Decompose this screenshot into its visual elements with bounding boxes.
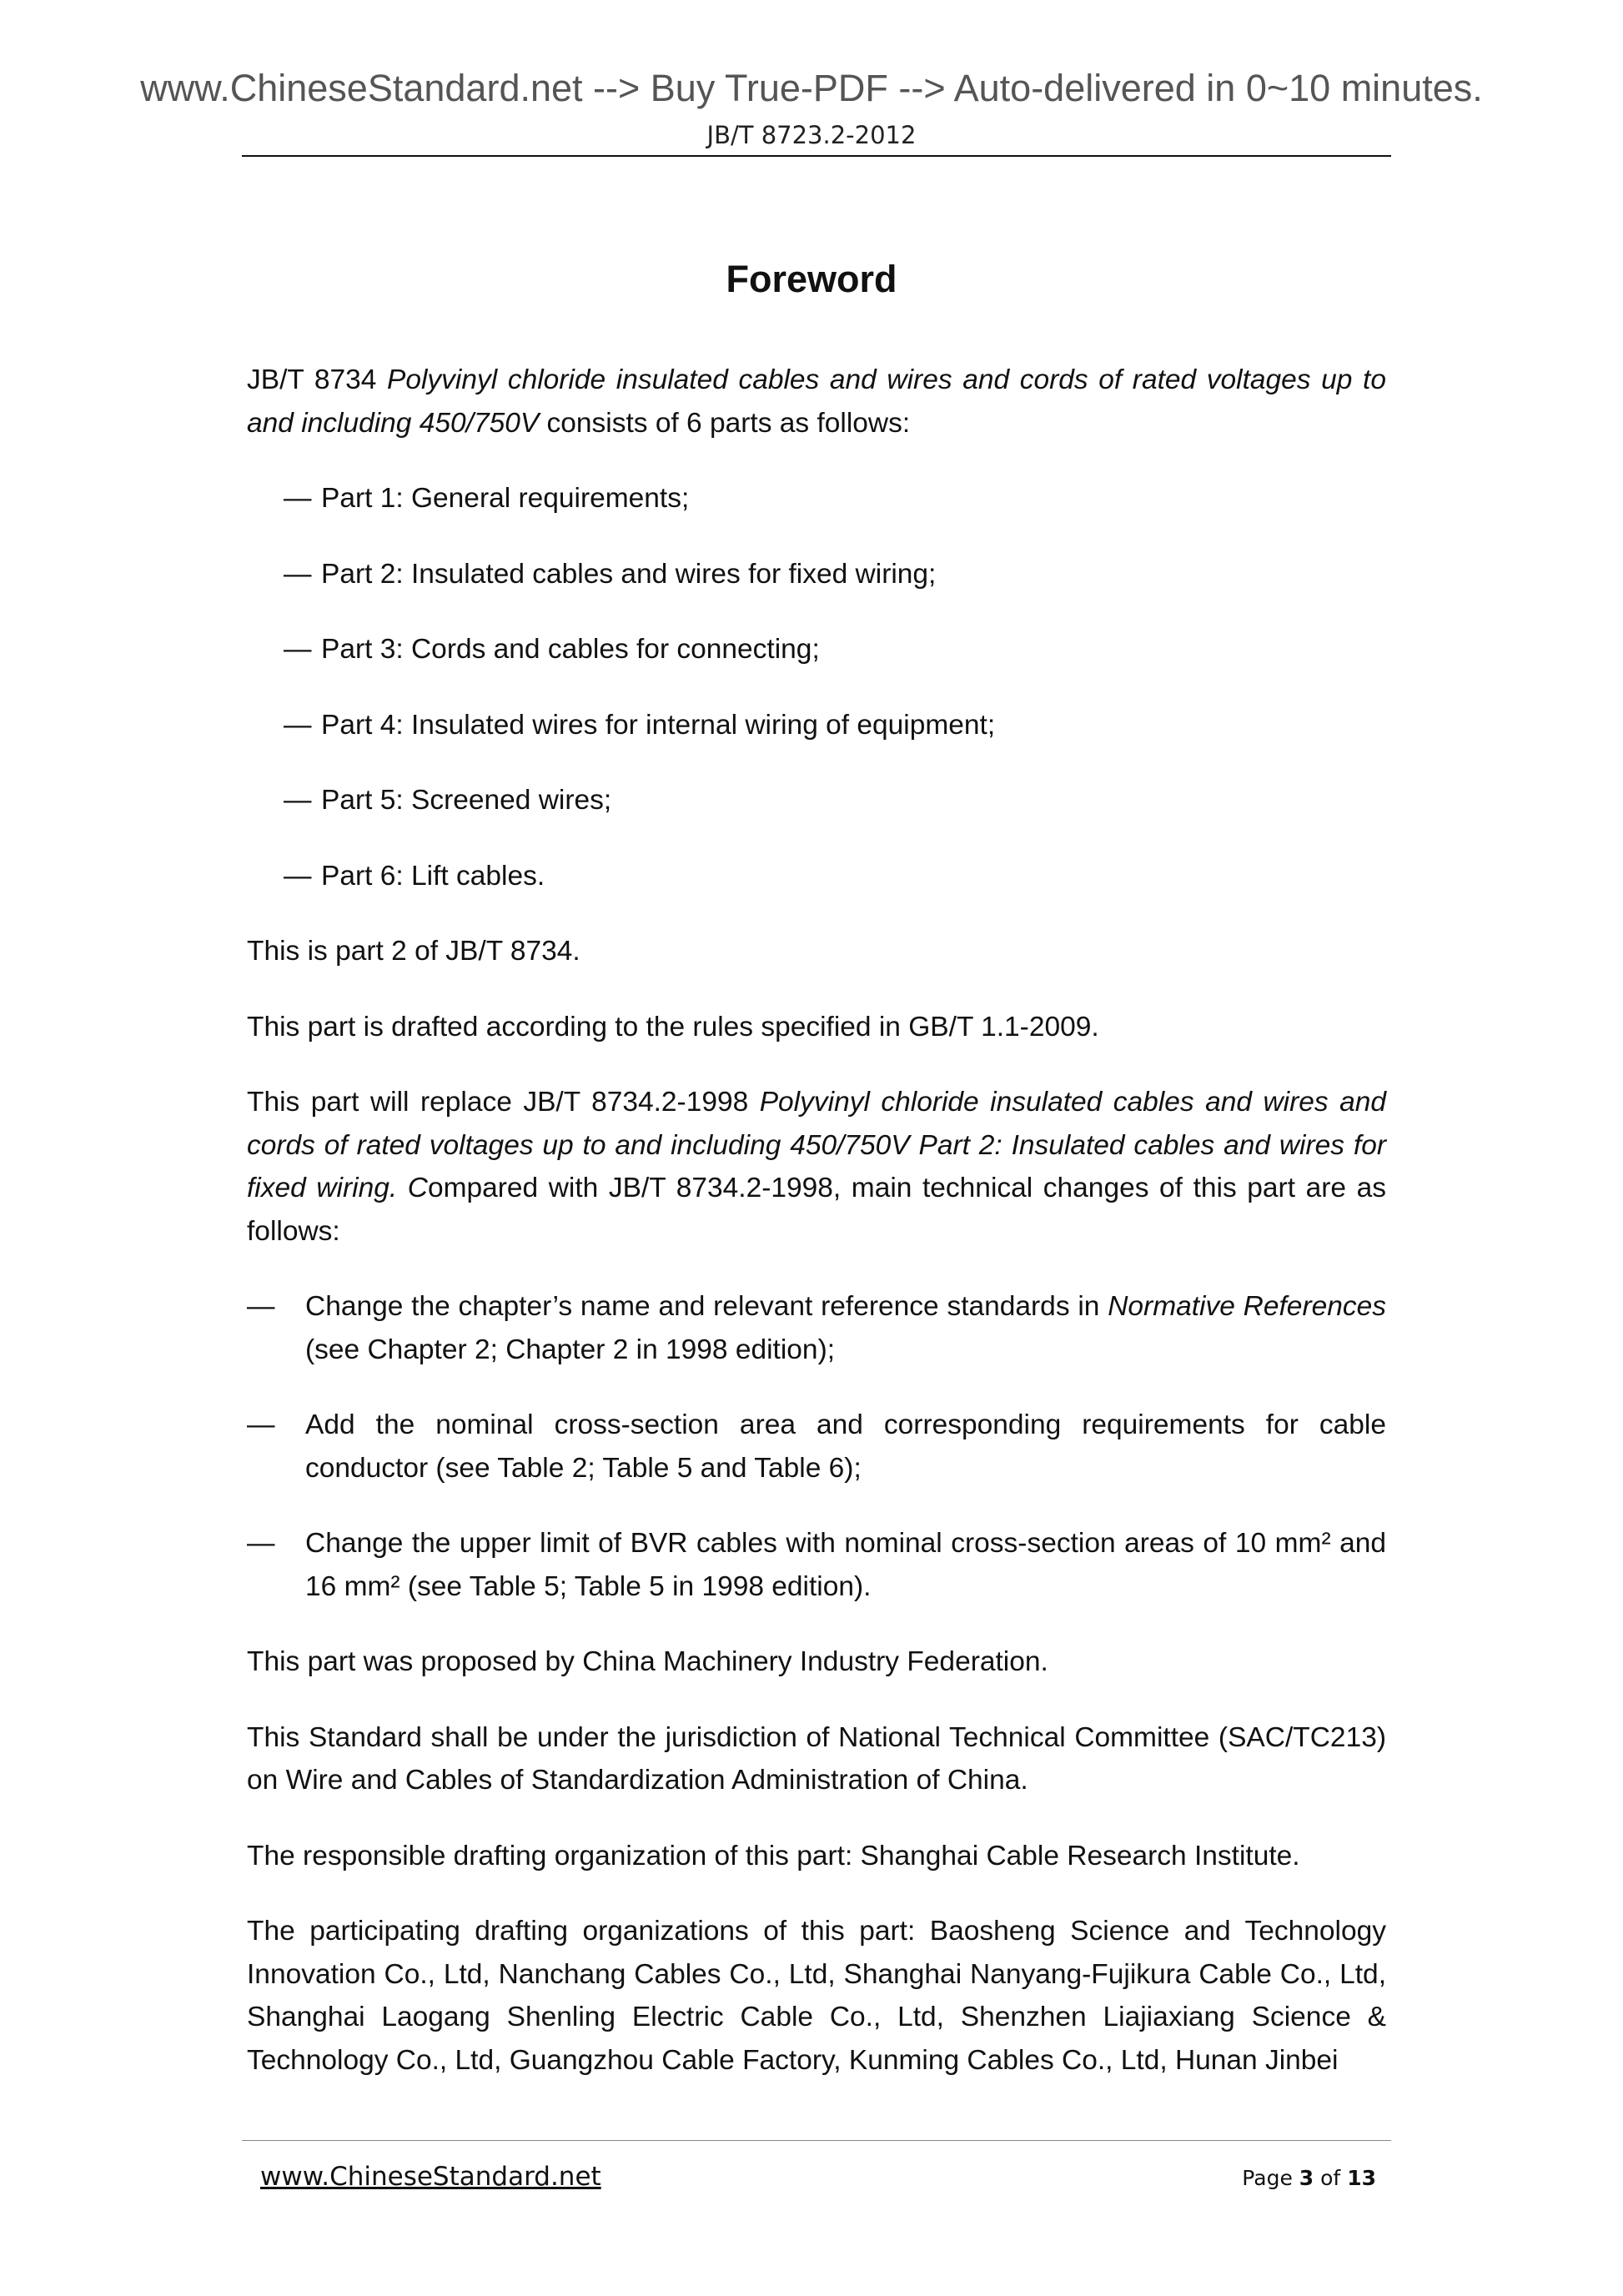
dash: — (284, 483, 312, 514)
intro-prefix: JB/T 8734 (247, 364, 388, 395)
list-item (247, 553, 1386, 596)
intro-paragraph (247, 359, 1386, 445)
proposed-paragraph: This part was proposed by China Machinery Industry Federation. (247, 1646, 1048, 1677)
page-of: of (1320, 2166, 1341, 2190)
dash: — (247, 1291, 275, 1322)
dash: — (247, 1409, 275, 1440)
standard-number: JB/T 8723.2-2012 (706, 121, 917, 149)
foreword-body (247, 359, 1386, 2114)
part-item: Part 2: Insulated cables and wires for fixed wiring; (321, 558, 937, 590)
change-italic: Normative References (1108, 1291, 1386, 1322)
replace-suffix: ompared with JB/T 8734.2-1998, main technical changes of this part are as follows: (247, 1173, 1386, 1247)
page-label: Page (1242, 2166, 1293, 2190)
jurisdiction-paragraph: This Standard shall be under the jurisdiction of National Technical Committee (SAC/TC213) on Wire and Cables of Standardization Administration of China. (247, 1721, 1386, 1796)
dash: — (284, 558, 312, 590)
list-item (247, 779, 1386, 822)
part-item: Part 3: Cords and cables for connecting; (321, 634, 820, 665)
list-item (247, 704, 1386, 747)
page-total: 13 (1347, 2166, 1376, 2190)
part-item: Part 4: Insulated wires for internal wiring of equipment; (321, 709, 996, 741)
header-divider (242, 155, 1391, 157)
replace-prefix: This part will replace JB/T 8734.2-1998 (247, 1087, 760, 1118)
drafted-paragraph: This part is drafted according to the rules specified in GB/T 1.1-2009. (247, 1011, 1099, 1042)
dash: — (284, 634, 312, 665)
change-item (247, 1404, 1386, 1490)
footer-link[interactable]: www.ChineseStandard.net (260, 2162, 601, 2192)
list-item (247, 628, 1386, 671)
list-item (247, 855, 1386, 898)
page-current: 3 (1299, 2166, 1314, 2190)
dash: — (284, 785, 312, 816)
page-title: Foreword (726, 258, 897, 300)
dash: — (247, 1528, 275, 1559)
replace-title: Polyvinyl chloride insulated cables and wires and cords of rated voltages up to and including 450/750V Part 2: Insulated cables and wires for fixed wiring. C (247, 1087, 1386, 1203)
intro-title: Polyvinyl chloride insulated cables and wires and cords of rated voltages up to and including 450/750V (247, 364, 1386, 439)
site-banner[interactable]: www.ChineseStandard.net --> Buy True-PDF --> Auto-delivered in 0~10 minutes. (140, 67, 1483, 109)
page-indicator (1242, 2165, 1376, 2192)
list-item (247, 477, 1386, 520)
footer-divider (242, 2140, 1391, 2141)
change-text: Change the chapter’s name and relevant reference standards in (305, 1291, 1108, 1322)
responsible-paragraph: The responsible drafting organization of this part: Shanghai Cable Research Institute. (247, 1840, 1300, 1871)
change-text: Add the nominal cross-section area and corresponding requirements for cable conductor (see Table 2; Table 5 and Table 6); (305, 1409, 1386, 1484)
part-item: Part 6: Lift cables. (321, 860, 545, 892)
part-item: Part 1: General requirements; (321, 483, 690, 514)
change-item (247, 1285, 1386, 1371)
dash: — (284, 860, 312, 892)
intro-suffix: consists of 6 parts as follows: (539, 407, 911, 439)
change-text: Change the upper limit of BVR cables with nominal cross-section areas of 10 mm² and 16 mm² (see Table 5; Table 5 in 1998 edition). (305, 1528, 1386, 1602)
dash: — (284, 709, 312, 741)
change-item (247, 1522, 1386, 1608)
replace-paragraph (247, 1081, 1386, 1253)
change-text: (see Chapter 2; Chapter 2 in 1998 edition); (305, 1334, 836, 1365)
participating-paragraph: The participating drafting organizations of this part: Baosheng Science and Technology Innovation Co., Ltd, Nanchang Cables Co., Ltd, Shanghai Nanyang-Fujikura Cable Co., Ltd, Shanghai Laogang Shenling Electric Cable Co., Ltd, Shenzhen Liajiaxiang Science & Technology Co., Ltd, Guangzhou Cable Factory, Kunming Cables Co., Ltd, Hunan Jinbei (247, 1916, 1386, 2076)
part-item: Part 5: Screened wires; (321, 785, 612, 816)
part-paragraph: This is part 2 of JB/T 8734. (247, 936, 580, 967)
